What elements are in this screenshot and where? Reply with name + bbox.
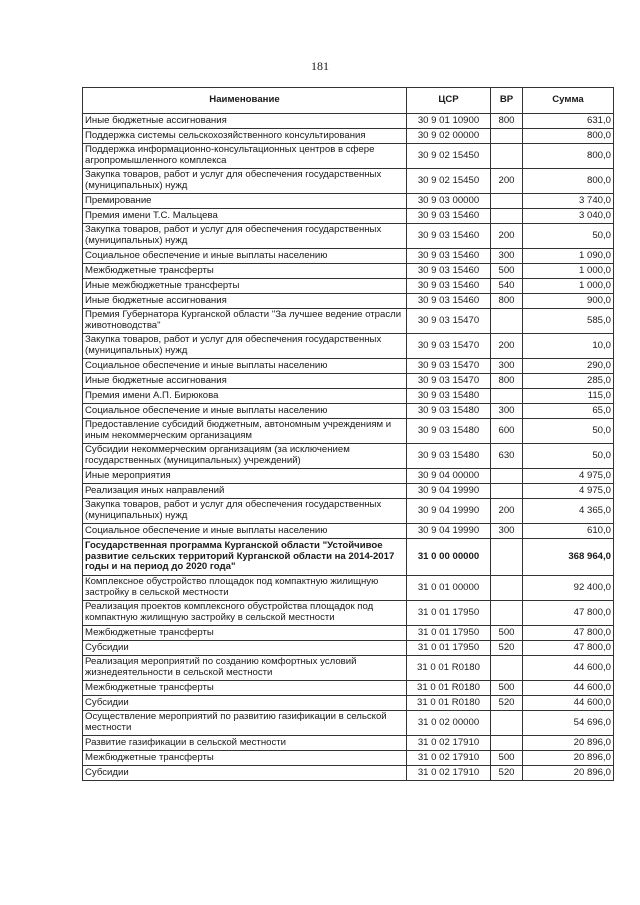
cell-csr: 30 9 03 15470 [407,374,491,389]
table-row [83,656,614,681]
cell-csr: 30 9 03 15460 [407,279,491,294]
cell-vr: 520 [491,766,523,781]
header-sum: Сумма [523,88,614,114]
table-row [83,484,614,499]
table-row [83,681,614,696]
cell-sum: 47 800,0 [523,601,614,626]
table-row [83,576,614,601]
cell-name: Социальное обеспечение и иные выплаты населению [83,404,407,419]
header-csr: ЦСР [407,88,491,114]
table-row [83,444,614,469]
cell-sum: 800,0 [523,144,614,169]
cell-csr: 30 9 03 15480 [407,404,491,419]
cell-vr: 520 [491,696,523,711]
cell-vr [491,389,523,404]
cell-name: Премия имени Т.С. Мальцева [83,209,407,224]
cell-csr: 30 9 04 00000 [407,469,491,484]
cell-vr: 200 [491,499,523,524]
table-row [83,766,614,781]
table-row [83,224,614,249]
table-row [83,114,614,129]
cell-csr: 30 9 02 15450 [407,169,491,194]
cell-csr: 30 9 03 00000 [407,194,491,209]
cell-name: Премия имени А.П. Бирюкова [83,389,407,404]
cell-csr: 30 9 03 15460 [407,209,491,224]
table-row [83,334,614,359]
cell-name: Осуществление мероприятий по развитию газификации в сельской местности [83,711,407,736]
cell-vr [491,144,523,169]
cell-vr [491,539,523,576]
table-row [83,696,614,711]
cell-csr: 31 0 01 17950 [407,626,491,641]
cell-csr: 30 9 03 15480 [407,444,491,469]
cell-sum: 44 600,0 [523,656,614,681]
cell-name: Реализация проектов комплексного обустройства площадок под компактную жилищную застройку в сельской местности [83,601,407,626]
cell-csr: 30 9 03 15470 [407,334,491,359]
cell-sum: 54 696,0 [523,711,614,736]
cell-name: Иные бюджетные ассигнования [83,374,407,389]
cell-vr [491,656,523,681]
table-row [83,404,614,419]
cell-sum: 285,0 [523,374,614,389]
cell-sum: 92 400,0 [523,576,614,601]
cell-sum: 800,0 [523,129,614,144]
cell-name: Иные мероприятия [83,469,407,484]
cell-sum: 20 896,0 [523,736,614,751]
cell-sum: 1 000,0 [523,279,614,294]
cell-name: Межбюджетные трансферты [83,681,407,696]
table-body [83,114,614,781]
cell-csr: 31 0 01 R0180 [407,696,491,711]
cell-sum: 4 975,0 [523,484,614,499]
cell-sum: 900,0 [523,294,614,309]
cell-name: Субсидии некоммерческим организациям (за исключением государственных (муниципальных) учреждений) [83,444,407,469]
cell-vr [491,469,523,484]
header-vr: ВР [491,88,523,114]
cell-vr: 800 [491,114,523,129]
table-row [83,751,614,766]
table-row [83,294,614,309]
cell-csr: 30 9 03 15480 [407,389,491,404]
table-row [83,736,614,751]
cell-csr: 30 9 03 15460 [407,264,491,279]
cell-name: Закупка товаров, работ и услуг для обеспечения государственных (муниципальных) нужд [83,334,407,359]
cell-vr: 300 [491,524,523,539]
cell-vr: 500 [491,681,523,696]
cell-vr: 600 [491,419,523,444]
cell-csr: 31 0 01 17950 [407,641,491,656]
cell-csr: 30 9 02 15450 [407,144,491,169]
cell-name: Предоставление субсидий бюджетным, автономным учреждениям и иным некоммерческим организациям [83,419,407,444]
cell-vr: 500 [491,264,523,279]
table-row [83,144,614,169]
cell-sum: 10,0 [523,334,614,359]
cell-name: Субсидии [83,766,407,781]
cell-name: Иные бюджетные ассигнования [83,114,407,129]
table-row [83,309,614,334]
cell-name: Премия Губернатора Курганской области "За лучшее ведение отрасли животноводства" [83,309,407,334]
cell-sum: 3 740,0 [523,194,614,209]
cell-name: Поддержка системы сельскохозяйственного консультирования [83,129,407,144]
cell-name: Социальное обеспечение и иные выплаты населению [83,524,407,539]
cell-sum: 4 975,0 [523,469,614,484]
cell-vr: 500 [491,626,523,641]
cell-name: Реализация мероприятий по созданию комфортных условий жизнедеятельности в сельской местности [83,656,407,681]
cell-csr: 31 0 01 17950 [407,601,491,626]
table-row [83,641,614,656]
cell-vr [491,209,523,224]
table-row [83,469,614,484]
cell-csr: 30 9 03 15470 [407,359,491,374]
cell-name: Государственная программа Курганской области "Устойчивое развитие сельских территорий Курганской области на 2014-2017 годы и на период до 2020 года" [83,539,407,576]
cell-vr: 200 [491,334,523,359]
table-row [83,249,614,264]
cell-csr: 31 0 02 17910 [407,766,491,781]
cell-name: Реализация иных направлений [83,484,407,499]
cell-name: Субсидии [83,696,407,711]
table-row [83,264,614,279]
cell-name: Социальное обеспечение и иные выплаты населению [83,249,407,264]
cell-vr [491,129,523,144]
cell-csr: 30 9 02 00000 [407,129,491,144]
cell-sum: 50,0 [523,224,614,249]
cell-sum: 50,0 [523,419,614,444]
cell-sum: 631,0 [523,114,614,129]
cell-vr: 800 [491,374,523,389]
cell-csr: 30 9 04 19990 [407,499,491,524]
cell-sum: 368 964,0 [523,539,614,576]
cell-csr: 30 9 03 15460 [407,294,491,309]
cell-vr [491,711,523,736]
table-row [83,389,614,404]
table-row [83,169,614,194]
cell-csr: 31 0 02 17910 [407,751,491,766]
cell-vr: 300 [491,359,523,374]
page-number: 181 [311,59,329,73]
cell-sum: 47 800,0 [523,641,614,656]
cell-name: Межбюджетные трансферты [83,626,407,641]
cell-sum: 50,0 [523,444,614,469]
cell-vr [491,736,523,751]
cell-name: Иные бюджетные ассигнования [83,294,407,309]
cell-sum: 47 800,0 [523,626,614,641]
table-row [83,626,614,641]
cell-sum: 20 896,0 [523,766,614,781]
cell-vr: 300 [491,249,523,264]
cell-name: Поддержка информационно-консультационных центров в сфере агропромышленного комплекса [83,144,407,169]
cell-name: Закупка товаров, работ и услуг для обеспечения государственных (муниципальных) нужд [83,499,407,524]
cell-csr: 30 9 01 10900 [407,114,491,129]
cell-vr [491,484,523,499]
table-row [83,711,614,736]
cell-name: Межбюджетные трансферты [83,264,407,279]
cell-name: Иные межбюджетные трансферты [83,279,407,294]
table-row [83,359,614,374]
table-row [83,209,614,224]
cell-sum: 3 040,0 [523,209,614,224]
cell-csr: 31 0 01 00000 [407,576,491,601]
cell-sum: 1 000,0 [523,264,614,279]
table-row [83,539,614,576]
cell-csr: 31 0 02 00000 [407,711,491,736]
table-header-row [83,88,614,114]
table-row [83,499,614,524]
table-row [83,601,614,626]
table-row [83,194,614,209]
cell-csr: 30 9 04 19990 [407,484,491,499]
cell-csr: 30 9 03 15480 [407,419,491,444]
cell-vr [491,576,523,601]
cell-vr [491,601,523,626]
cell-sum: 44 600,0 [523,681,614,696]
cell-csr: 30 9 03 15460 [407,249,491,264]
cell-name: Развитие газификации в сельской местности [83,736,407,751]
cell-sum: 115,0 [523,389,614,404]
table-row [83,419,614,444]
table-row [83,129,614,144]
budget-table [82,87,614,781]
cell-vr [491,309,523,334]
cell-sum: 585,0 [523,309,614,334]
cell-csr: 30 9 03 15470 [407,309,491,334]
cell-name: Комплексное обустройство площадок под компактную жилищную застройку в сельской местности [83,576,407,601]
cell-csr: 30 9 03 15460 [407,224,491,249]
cell-sum: 65,0 [523,404,614,419]
cell-csr: 31 0 01 R0180 [407,681,491,696]
cell-name: Межбюджетные трансферты [83,751,407,766]
cell-sum: 4 365,0 [523,499,614,524]
table-row [83,279,614,294]
cell-name: Социальное обеспечение и иные выплаты населению [83,359,407,374]
cell-name: Субсидии [83,641,407,656]
cell-csr: 31 0 02 17910 [407,736,491,751]
table-row [83,374,614,389]
cell-sum: 20 896,0 [523,751,614,766]
cell-sum: 610,0 [523,524,614,539]
cell-csr: 31 0 00 00000 [407,539,491,576]
header-name: Наименование [83,88,407,114]
cell-name: Закупка товаров, работ и услуг для обеспечения государственных (муниципальных) нужд [83,169,407,194]
cell-vr: 200 [491,169,523,194]
cell-csr: 31 0 01 R0180 [407,656,491,681]
table-row [83,524,614,539]
cell-vr: 540 [491,279,523,294]
cell-vr: 500 [491,751,523,766]
cell-sum: 290,0 [523,359,614,374]
cell-csr: 30 9 04 19990 [407,524,491,539]
cell-name: Закупка товаров, работ и услуг для обеспечения государственных (муниципальных) нужд [83,224,407,249]
cell-vr: 520 [491,641,523,656]
cell-sum: 1 090,0 [523,249,614,264]
cell-vr: 630 [491,444,523,469]
cell-vr: 300 [491,404,523,419]
cell-sum: 44 600,0 [523,696,614,711]
cell-sum: 800,0 [523,169,614,194]
cell-vr [491,194,523,209]
cell-vr: 800 [491,294,523,309]
cell-vr: 200 [491,224,523,249]
cell-name: Премирование [83,194,407,209]
